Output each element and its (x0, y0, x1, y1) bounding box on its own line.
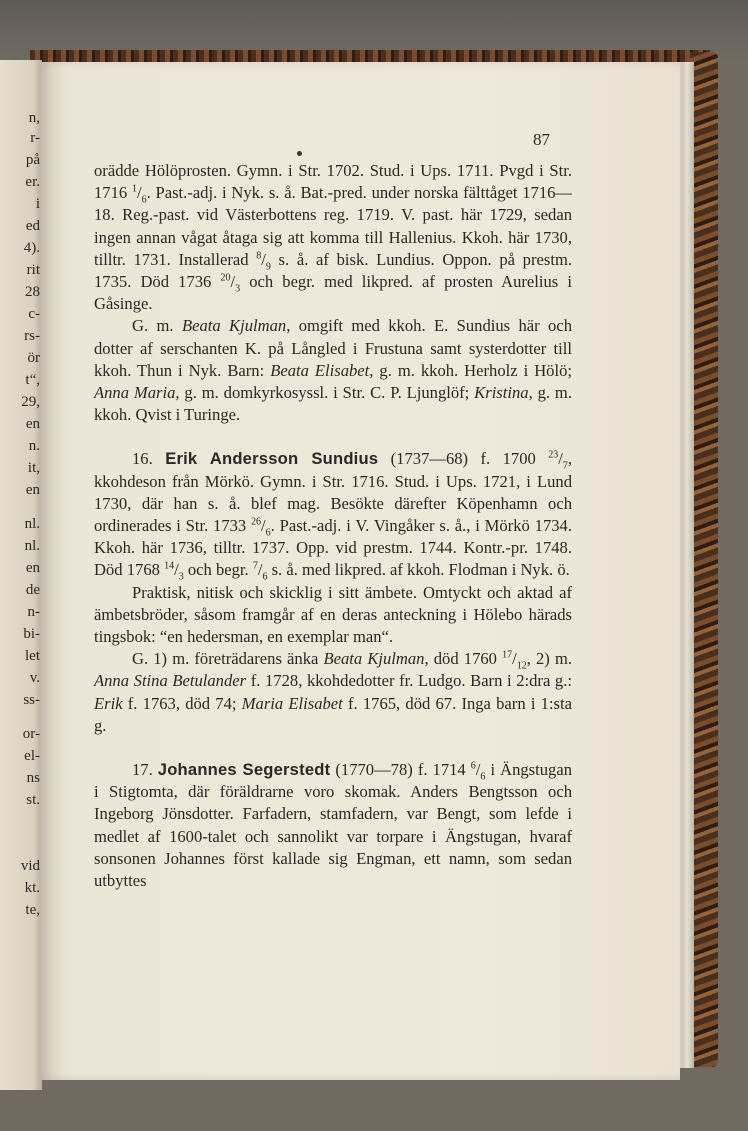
left-page-text-fragment: n. (28, 438, 40, 454)
book-page (40, 62, 680, 1080)
left-page-text-fragment: er. (25, 174, 40, 190)
left-page-text-fragment: en (25, 416, 40, 432)
page-number: 87 (533, 130, 550, 149)
left-page-text-fragment: nl. (24, 538, 40, 554)
left-page-text-fragment: it, (27, 460, 40, 476)
left-page-text-fragment: 4). (23, 240, 40, 256)
left-page-text-fragment: ör (27, 350, 40, 366)
left-page-text-fragment: ss- (23, 692, 40, 708)
page-text (94, 160, 572, 892)
left-page-text-fragment: let (25, 648, 40, 664)
left-page-text-fragment: n- (27, 604, 40, 620)
left-page-text-fragment: r- (30, 130, 40, 146)
left-page-text-fragment: en (25, 482, 40, 498)
entry-17-name: Johannes Segerstedt (157, 760, 331, 780)
left-page-text-fragment: ns (26, 770, 40, 786)
left-page-text-fragment: st. (26, 792, 40, 808)
section-gap (94, 426, 572, 448)
left-page-text-fragment: på (25, 152, 40, 168)
left-page-text-fragment: 28 (25, 284, 40, 300)
left-page-text-fragment: el- (24, 748, 40, 764)
left-page-text-fragment: t“, (25, 372, 40, 388)
left-page-text-fragment: rit (26, 262, 40, 278)
paragraph-hallenius-career: orädde Hölöprosten. Gymn. i Str. 1702. Stud. i Ups. 1711. Pvgd i Str. 1716 $^1/_6$. Past.-adj. i Nyk. s. å. Bat.-pred. under norska fälttåget 1716—18. Reg.-past. vid Västerbottens reg. 1719. V. past. här 1729, sedan ingen annan vågat åtaga sig att komma till Hallenius. Kkoh. här 1730, tilltr. 1731. Installerad $^8/_9$ s. å. af bisk. Lundius. Oppon. på prestm. 1735. Död 1736 $^{20}/_3$ och begr. med likpred. af prosten Aurelius i Gåsinge. (94, 161, 573, 314)
left-page-text-fragment: or- (22, 726, 40, 742)
left-page-text-fragment: n, (28, 110, 40, 126)
left-page-text-fragment: 29, (21, 394, 40, 410)
section-gap (94, 737, 572, 759)
left-page-text-fragment: vid (20, 858, 40, 874)
left-page-text-fragment: en (25, 560, 40, 576)
left-page-text-fragment: de (25, 582, 40, 598)
left-page-text-fragment: bi- (23, 626, 40, 642)
paragraph-sundius-family: G. 1) m. företrädarens änka Beata Kjulman, död 1760 $^{17}/_{12}$, 2) m. Anna Stina Betulander f. 1728, kkohdedotter fr. Ludgo. Barn i 2:dra g.: Erik f. 1763, död 74; Maria Elisabet f. 1765, död 67. Inga barn i 1:sta g. (94, 649, 572, 735)
entry-17-segerstedt: 17. Johannes Segerstedt (1770—78) f. 1714 $^6/_6$ i Ängstugan i Stigtomta, där föräldrarne voro skomak. Anders Bengtsson och Ingeborg Jönsdotter. Farfadern, stamfadern, var Bengt, som lefde i medlet af 1600-talet och sannolikt var torpare i Ängstugan, hvaraf sonsonen Johannes först kallade sig Engman, ett namn, som sedan utbyttes (94, 760, 572, 891)
left-page-margin (0, 60, 42, 1090)
paragraph-sundius-character: Praktisk, nitisk och skicklig i sitt ämbete. Omtyckt och aktad af ämbetsbröder, såsom framgår af en deras anteckning i Hölebo härads tingsbok: “en hedersman, en exemplar man“. (94, 582, 572, 647)
book-cover-marbled-edge (690, 52, 718, 1067)
left-page-text-fragment: rs- (24, 328, 40, 344)
ink-dot (297, 151, 302, 156)
left-page-text-fragment: i (35, 196, 40, 212)
entry-16-name: Erik Andersson Sundius (165, 449, 379, 469)
paragraph-hallenius-family: G. m. Beata Kjulman, omgift med kkoh. E. Sundius här och dotter af serschanten K. på Långled i Frustuna samt systerdotter till kkoh. Thun i Nyk. Barn: Beata Elisabet, g. m. kkoh. Herholz i Hölö; Anna Maria, g. m. domkyrkosyssl. i Str. C. P. Ljunglöf; Kristina, g. m. kkoh. Qvist i Turinge. (94, 316, 572, 425)
left-page-text-fragment: nl. (24, 516, 40, 532)
left-page-text-fragment: v. (29, 670, 40, 686)
left-page-text-fragment: kt. (24, 880, 40, 896)
left-page-text-fragment: ed (25, 218, 40, 234)
left-page-text-fragment: c- (28, 306, 40, 322)
entry-16-sundius: 16. Erik Andersson Sundius (1737—68) f. 1700 $^{23}/_7$, kkohdeson från Mörkö. Gymn. i Str. 1716. Stud. i Ups. 1721, i Lund 1730, där han s. å. blef mag. Besökte därefter Köpenhamn och ordinerades i Str. 1733 $^{26}/_6$. Past.-adj. i V. Vingåker s. å., i Mörkö 1734. Kkoh. här 1736, tilltr. 1737. Opp. vid prestm. 1744. Kontr.-pr. 1748. Död 1768 $^{14}/_3$ och begr. $^7/_6$ s. å. med likpred. af kkoh. Flodman i Nyk. ö. (94, 449, 572, 583)
left-page-text-fragment: te, (25, 902, 40, 918)
